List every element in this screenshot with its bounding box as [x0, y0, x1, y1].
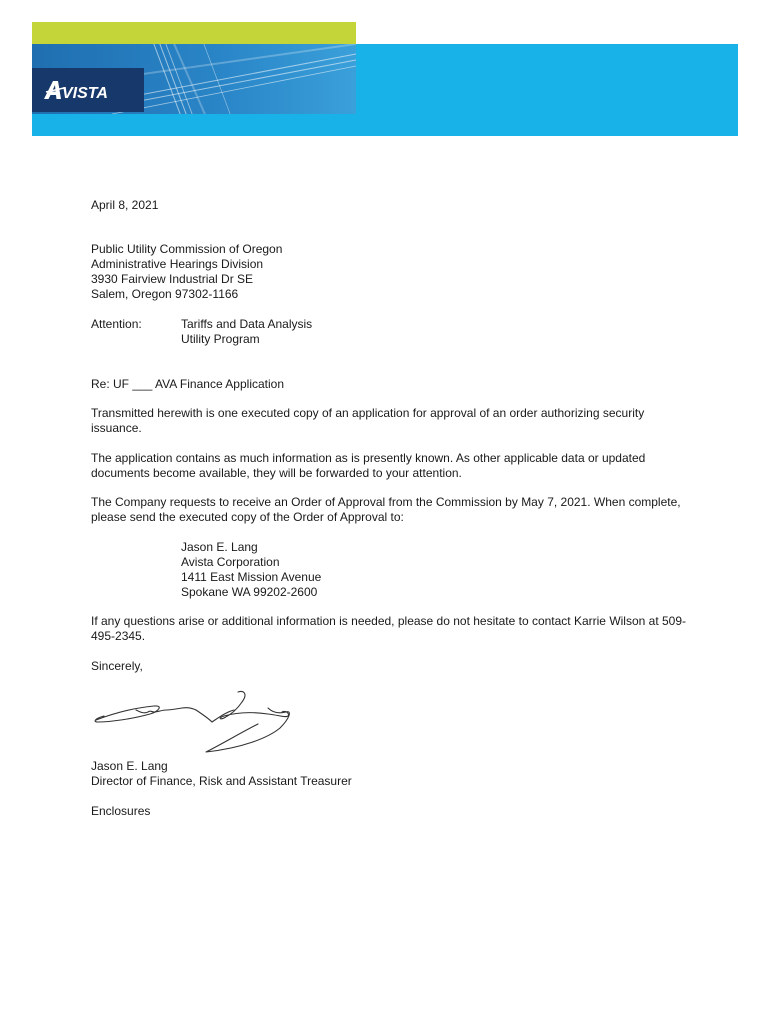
signer-name: Jason E. Lang [91, 759, 168, 773]
recipient-line: 3930 Fairview Industrial Dr SE [91, 272, 254, 286]
recipient-line: Public Utility Commission of Oregon [91, 242, 283, 256]
recipient-line: Salem, Oregon 97302-1166 [91, 287, 239, 301]
paragraph-transmittal: Transmitted herewith is one executed copy of an application for approval of an order authorizing security issuance. [91, 406, 645, 435]
attention-value [181, 317, 312, 347]
signer-block [91, 759, 352, 789]
svg-text:VISTA: VISTA [62, 85, 108, 101]
send-to-line: 1411 East Mission Avenue [181, 570, 322, 584]
avista-logo-mark [42, 79, 134, 101]
send-to-line: Spokane WA 99202-2600 [181, 585, 318, 599]
attention-line: Utility Program [181, 332, 260, 346]
subject-line: Re: UF ___ AVA Finance Application [91, 377, 285, 391]
recipient-line: Administrative Hearings Division [91, 257, 264, 271]
attention-line: Tariffs and Data Analysis [181, 317, 313, 331]
recipient-address [91, 242, 282, 302]
handwritten-signature [92, 688, 302, 758]
send-to-line: Jason E. Lang [181, 540, 258, 554]
send-to-address [181, 540, 321, 600]
paragraph-request: The Company requests to receive an Order of Approval from the Commission by May 7, 2021. When complete, please send the executed copy of the Order of Approval to: [91, 495, 681, 524]
send-to-line: Avista Corporation [181, 555, 280, 569]
paragraph-contact: If any questions arise or additional information is needed, please do not hesitate to contact Karrie Wilson at 509-495-2345. [91, 614, 687, 643]
letterhead-green-band [32, 22, 356, 46]
enclosures: Enclosures [91, 804, 151, 818]
avista-logo [32, 68, 144, 112]
paragraph-application: The application contains as much information as is presently known. As other applicable data or updated documents become available, they will be forwarded to your attention. [91, 451, 646, 480]
attention-label: Attention: [91, 317, 142, 331]
attention-block [91, 317, 491, 346]
letter-date: April 8, 2021 [91, 198, 159, 212]
closing: Sincerely, [91, 659, 143, 673]
signer-title: Director of Finance, Risk and Assistant Treasurer [91, 774, 352, 788]
